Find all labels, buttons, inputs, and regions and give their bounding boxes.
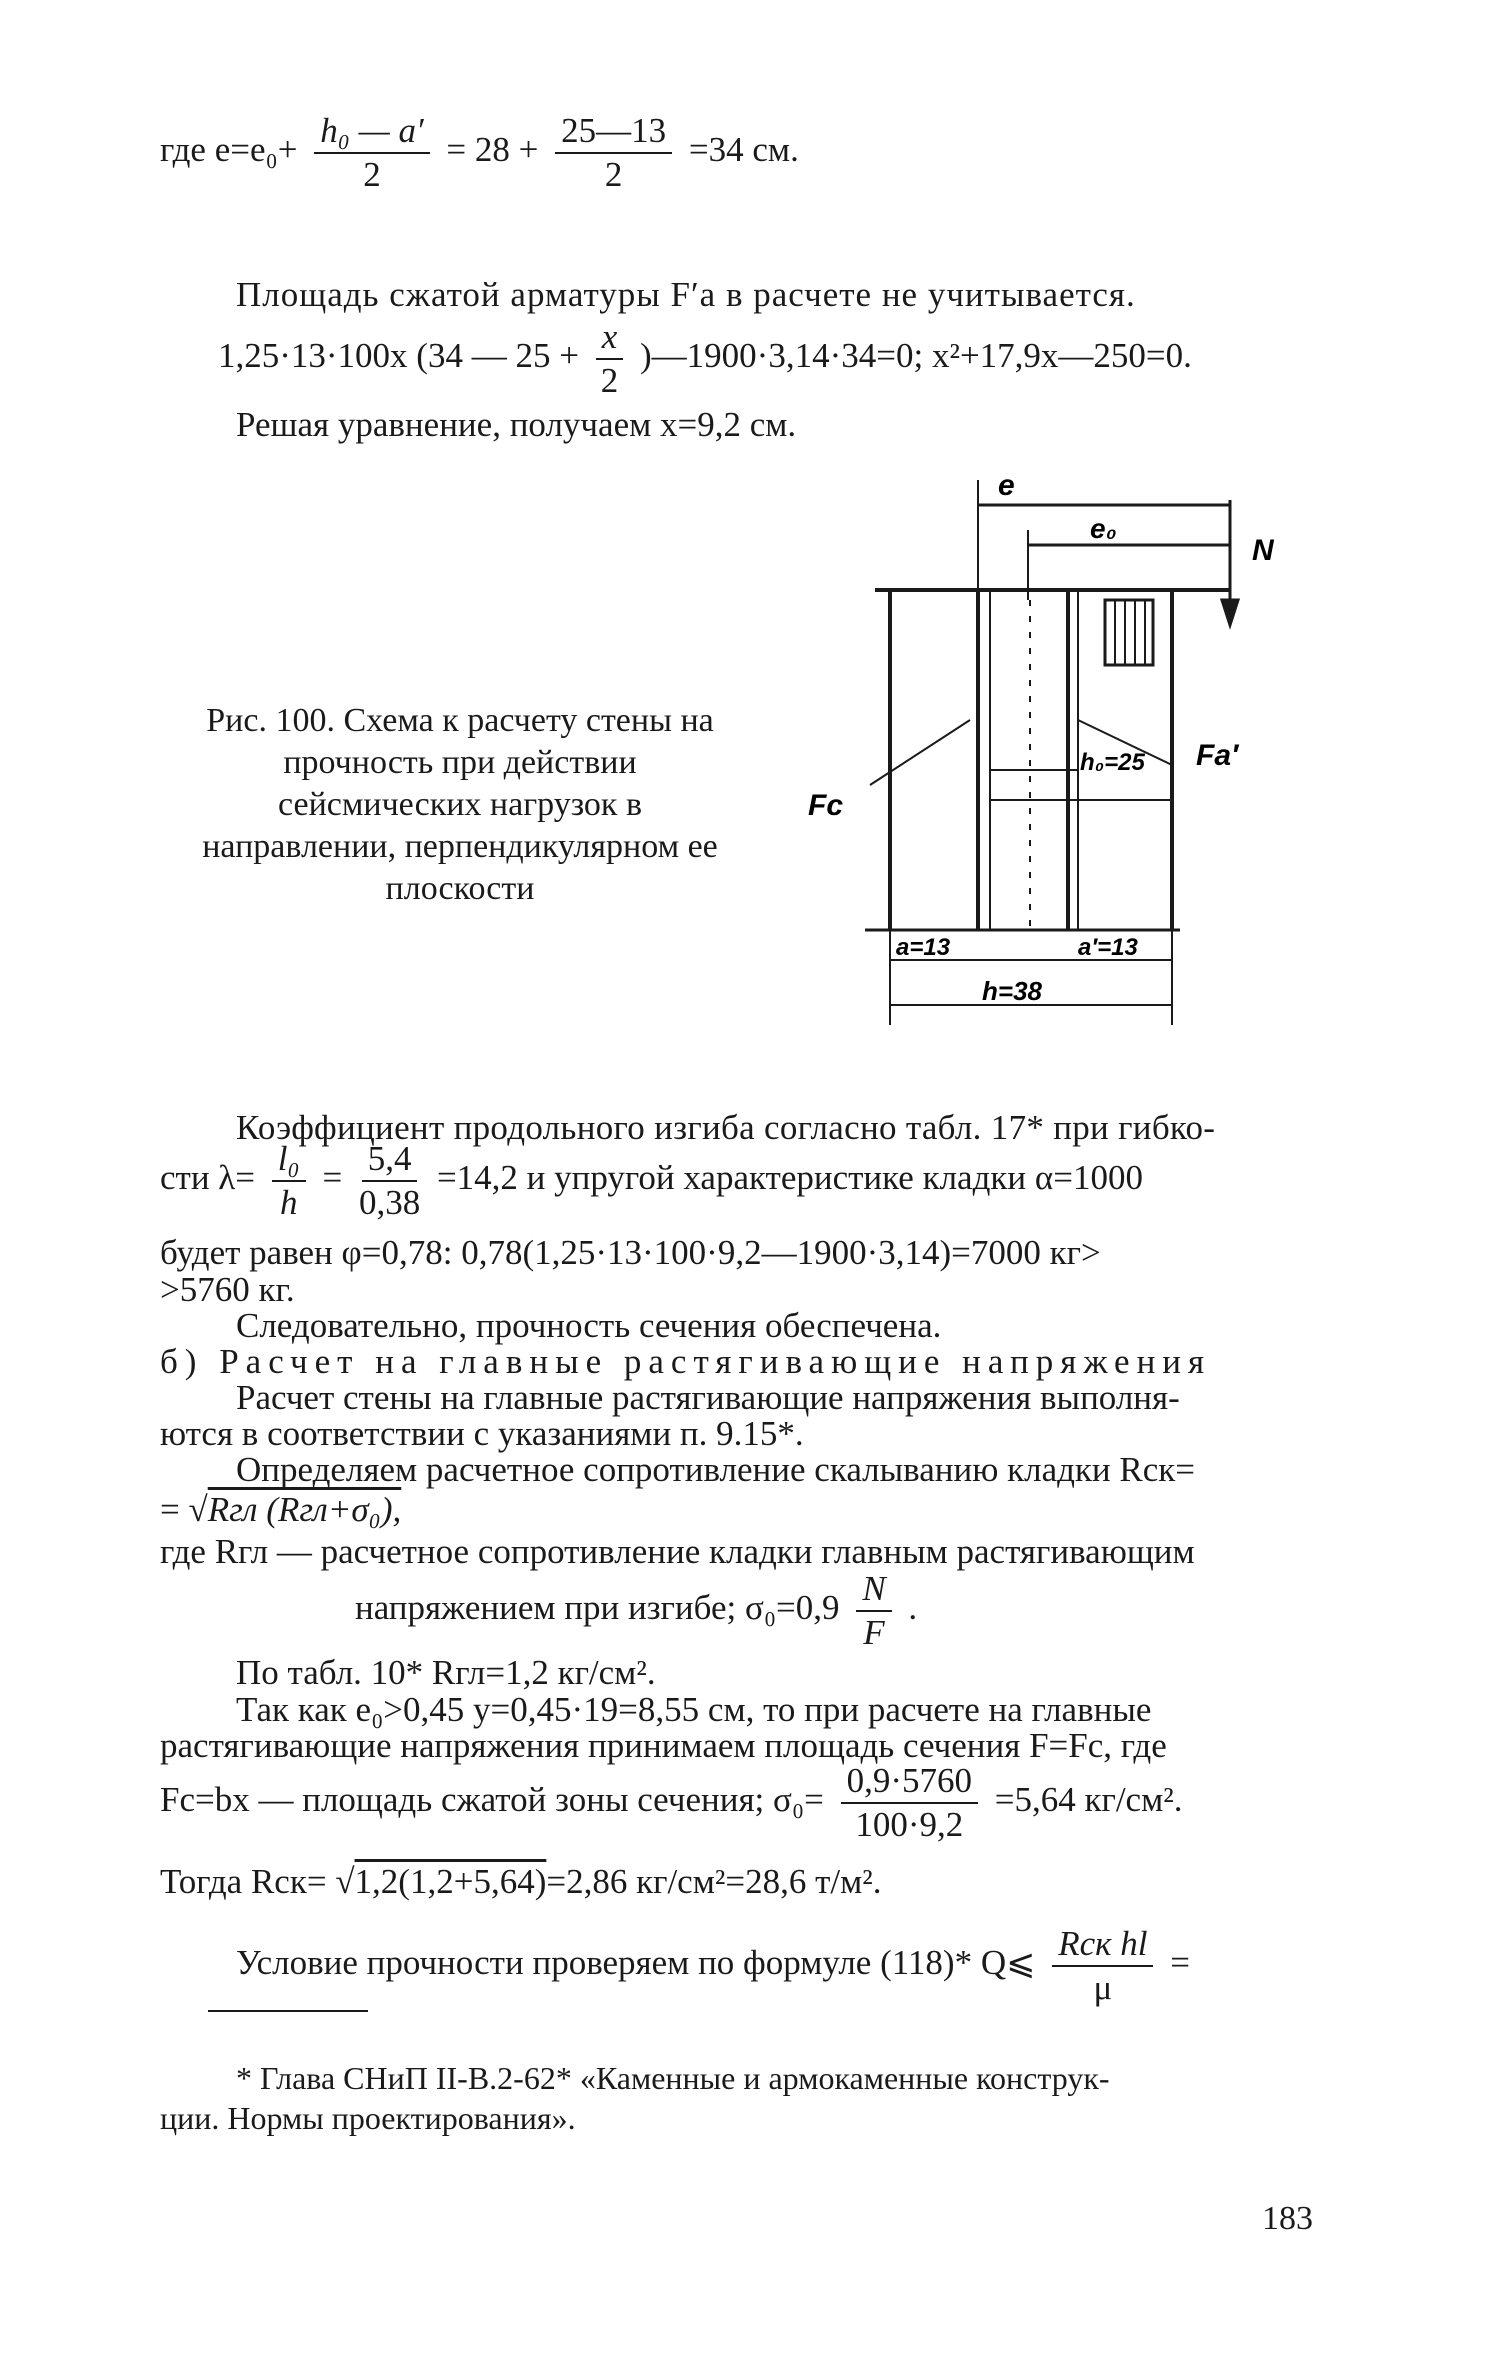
- equation-slenderness: сти λ= $\frac{\text{l₀}}{h}$ = $\frac{5,4}{0,38}$ =14,2 и упругой характеристике кладки α=1000: [160, 1139, 1143, 1222]
- sigma0-value-fraction: $\frac{0,9\cdot 5760}{100\cdot 9,2}$: [841, 1762, 978, 1844]
- eq1-fraction-1: $\frac{\text{h₀ — a′}}{2}$: [314, 112, 429, 194]
- label-e: e: [998, 469, 1015, 502]
- eq1-fraction-2: $\frac{25—13}{2}$: [555, 112, 672, 194]
- label-a-prime: a′=13: [1078, 934, 1138, 961]
- figure-caption: Рис. 100. Схема к расчету стены на прочность при действии сейсмических нагрузок в направлении, перпендикулярном ее плоскости: [202, 702, 718, 907]
- footnote-line-1: * Глава СНиП II-В.2-62* «Каменные и армокаменные конструк-: [236, 2060, 1110, 2096]
- text-since-1: Так как e₀>0,45 y=0,45·19=8,55 см, то при расчете на главные: [236, 1690, 1152, 1729]
- equation-shear-root: = √Rгл (Rгл+σ₀),: [160, 1490, 402, 1529]
- text-calc-tensile-2: ются в соответствии с указаниями п. 9.15*.: [160, 1414, 804, 1453]
- text-shear-resistance-1: Определяем расчетное сопротивление скалыванию кладки Rск=: [236, 1450, 1196, 1489]
- sigma0-fraction: $\frac{N}{F}$: [856, 1570, 891, 1652]
- text-solving-equation: Решая уравнение, получаем x=9,2 см.: [236, 405, 797, 444]
- label-N: N: [1252, 534, 1274, 567]
- label-Fc: Fc: [808, 789, 844, 822]
- arrow-N-head: [1222, 600, 1238, 625]
- leader-Fc: [870, 720, 970, 785]
- text-table10: По табл. 10* Rгл=1,2 кг/см².: [236, 1653, 656, 1692]
- equation-eccentricity: [160, 112, 799, 194]
- slenderness-fraction-2: $\frac{5,4}{0,38}$: [358, 1139, 421, 1222]
- text-buckling-coefficient-4: >5760 кг.: [160, 1270, 295, 1309]
- eq1-tail: =34 см.: [688, 130, 799, 170]
- text-calc-tensile-1: Расчет стены на главные растягивающие напряжения выполня-: [236, 1378, 1180, 1417]
- text-buckling-coefficient-3: будет равен φ=0,78: 0,78(1,25·13·100·9,2—1900·3,14)=7000 кг>: [160, 1233, 1101, 1272]
- footnote-line-2: ции. Нормы проектирования».: [160, 2100, 576, 2136]
- text-since-2: растягивающие напряжения принимаем площадь сечения F=Fc, где: [160, 1726, 1167, 1765]
- equation-sigma0-value: Fc=bx — площадь сжатой зоны сечения; σ₀= $\frac{0,9\cdot 5760}{100\cdot 9,2}$ =5,64 кг/см².: [160, 1761, 1183, 1844]
- equation-quadratic: 1,25·13·100x (34 — 25 + $\frac{x}{2}$ )—1900·3,14·34=0; x²+17,9x—250=0.: [218, 317, 1192, 400]
- eq1-mid: = 28 +: [446, 130, 539, 170]
- equation-sigma0: напряжением при изгибе; σ₀=0,9 $\frac{N}{F}$ .: [355, 1569, 918, 1652]
- label-e0: e₀: [1090, 513, 1117, 544]
- text-compressed-reinforcement: Площадь сжатой арматуры F′а в расчете не учитывается.: [236, 275, 1136, 314]
- condition-fraction: $\frac{\text{Rск hl}}{\mu}$: [1052, 1925, 1153, 2007]
- text-shear-resistance-3: где Rгл — расчетное сопротивление кладки главным растягивающим: [160, 1532, 1195, 1571]
- footnote-divider: [208, 2010, 368, 2012]
- text-conclusion: Следовательно, прочность сечения обеспечена.: [236, 1306, 942, 1345]
- equation-strength-condition: Условие прочности проверяем по формуле (118)* Q⩽ $\frac{\text{Rск hl}}{\mu}$ =: [236, 1924, 1190, 2007]
- page-number: 183: [1262, 2200, 1313, 2237]
- label-h0: h₀=25: [1080, 749, 1145, 776]
- slenderness-fraction-1: $\frac{\text{l₀}}{h}$: [272, 1140, 306, 1222]
- label-h: h=38: [982, 976, 1042, 1006]
- section-heading-b: б) Расчет на главные растягивающие напряжения: [160, 1342, 1212, 1381]
- text-buckling-coefficient-1: Коэффициент продольного изгиба согласно табл. 17* при гибко-: [236, 1108, 1216, 1147]
- label-a: a=13: [896, 934, 951, 961]
- eq2-fraction: $\frac{x}{2}$: [596, 318, 624, 400]
- eq1-lead: где e=e₀+: [160, 130, 298, 170]
- figure-wall-diagram: [760, 460, 1340, 1040]
- equation-rsk-value: Тогда Rск= √1,2(1,2+5,64)=2,86 кг/см²=28,6 т/м².: [160, 1862, 882, 1901]
- label-Fa: Fa′: [1196, 739, 1239, 772]
